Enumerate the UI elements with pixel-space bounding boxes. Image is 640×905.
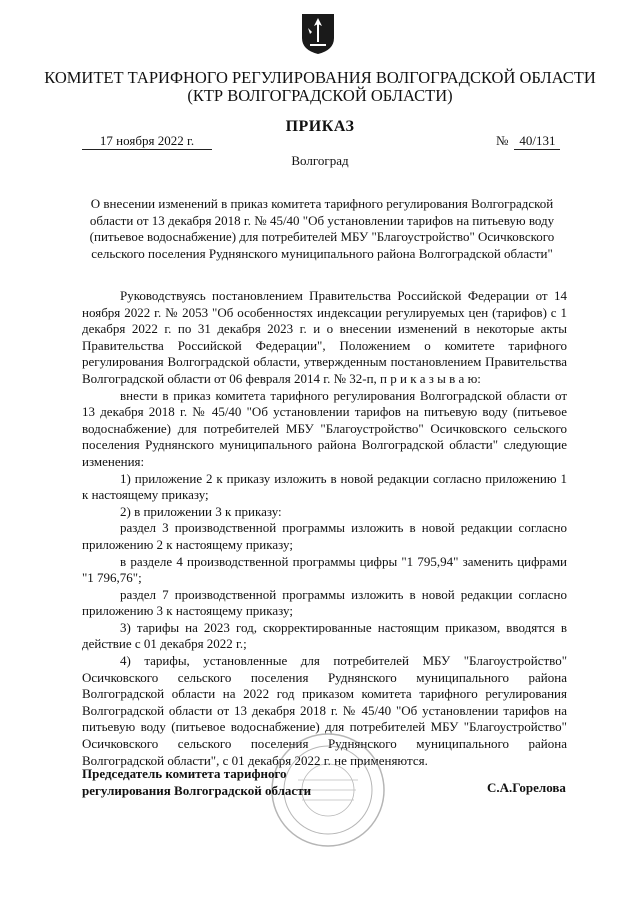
document-date: 17 ноября 2022 г. [82, 133, 212, 150]
coat-of-arms-icon [300, 12, 336, 56]
signatory-name: С.А.Горелова [487, 780, 566, 795]
organization-name: КОМИТЕТ ТАРИФНОГО РЕГУЛИРОВАНИЯ ВОЛГОГРАДСКОЙ ОБЛАСТИ [44, 68, 596, 87]
document-body [82, 288, 567, 769]
signatory-position [82, 766, 311, 799]
document-number [496, 133, 560, 150]
body-paragraph-7: раздел 7 производственной программы изложить в новой редакции согласно приложению 3 к настоящему приказу; [82, 586, 567, 619]
document-type-title: ПРИКАЗ [285, 118, 355, 135]
body-paragraph-3: 1) приложение 2 к приказу изложить в новой редакции согласно приложению 1 к настоящему приказу; [82, 470, 567, 503]
body-paragraph-8: 3) тарифы на 2023 год, скорректированные настоящим приказом, вводятся в действие с 01 декабря 2022 г.; [82, 619, 567, 652]
organization-short-name: (КТР ВОЛГОГРАДСКОЙ ОБЛАСТИ) [187, 86, 453, 105]
body-paragraph-4: 2) в приложении 3 к приказу: [120, 503, 282, 519]
number-value: 40/131 [514, 133, 560, 150]
body-paragraph-6: в разделе 4 производственной программы цифры "1 795,94" заменить цифрами "1 796,76"; [82, 553, 567, 586]
body-paragraph-2: внести в приказ комитета тарифного регулирования Волгоградской области от 13 декабря 2018 г. № 45/40 "Об установлении тарифов на питьевую воду (питьевое водоснабжение) для потребителей МБУ "Благоустройство" Осичковского сельского поселения Руднянского муниципального района Волгоградской области" следующие изменения: [82, 387, 567, 469]
number-label: № [496, 133, 509, 148]
body-paragraph-5: раздел 3 производственной программы изложить в новой редакции согласно приложению 2 к настоящему приказу; [82, 520, 567, 552]
body-paragraph-1: Руководствуясь постановлением Правительства Российской Федерации от 14 ноября 2022 г. № 2053 "Об особенностях индексации регулируемых цен (тарифов) с 1 декабря 2022 г. по 31 декабря 2023 г. и о внесении изменений в некоторые акты Правительства Российской Федерации", Положением о комитете тарифного регулирования Волгоградской области, утвержденным постановлением Правительства Волгоградской области от 06 февраля 2014 г. № 32-п, п р и к а з ы в а ю: [82, 288, 567, 386]
body-paragraph-9: 4) тарифы, установленные для потребителей МБУ "Благоустройство" Осичковского сельского поселения Руднянского муниципального района Волгоградской области на 2022 год приказом комитета тарифного регулирования Волгоградской области от 13 декабря 2018 г. № 45/40 "Об установлении тарифов на питьевую воду (питьевое водоснабжение) для потребителей МБУ "Благоустройство" Осичковского сельского поселения Руднянского муниципального района Волгоградской области", с 01 декабря 2022 г. не применяются. [82, 653, 567, 768]
position-line-1: Председатель комитета тарифного [82, 766, 287, 781]
city: Волгоград [291, 153, 349, 168]
document-subject: О внесении изменений в приказ комитета тарифного регулирования Волгоградской области от 13 декабря 2018 г. № 45/40 "Об установлении тарифов на питьевую воду (питьевое водоснабжение) для потребителей МБУ "Благоустройство" Осичковского сельского поселения Руднянского муниципального района Волгоградской области" [89, 196, 555, 261]
position-line-2: регулирования Волгоградской области [82, 782, 312, 798]
